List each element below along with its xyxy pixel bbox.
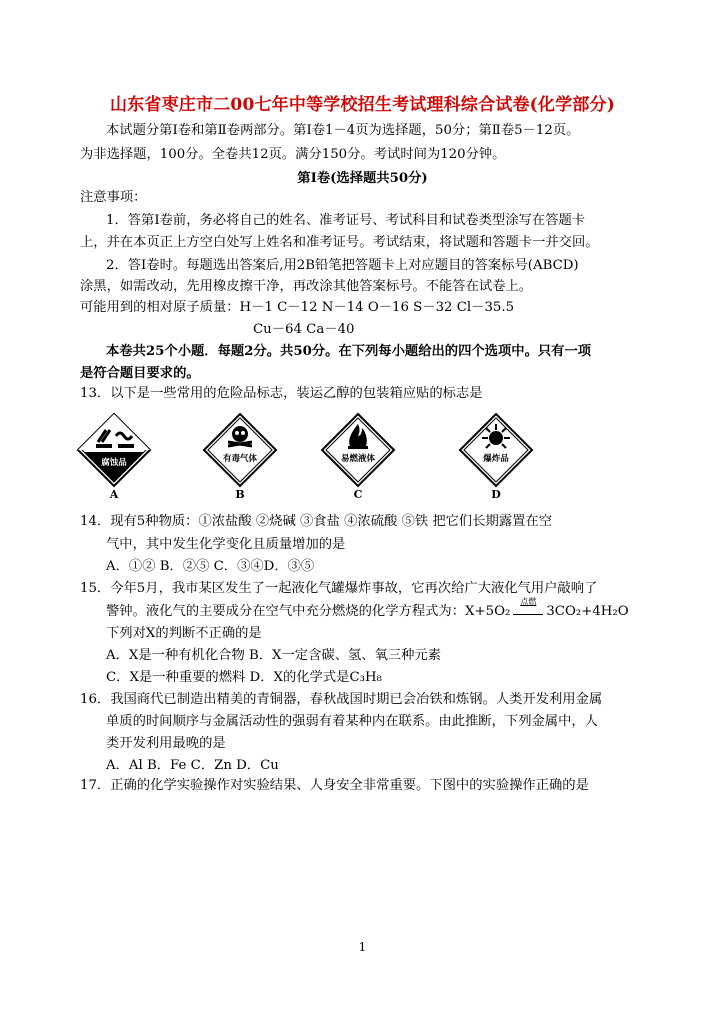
instructions-line-2: 是符合题目要求的。 [80, 366, 200, 381]
question-14-line-2: 气中，其中发生化学变化且质量增加的是 [106, 537, 346, 552]
notice-heading: 注意事项： [80, 190, 147, 205]
sign-b-letter: B [235, 488, 245, 501]
intro-line-1: 本试题分第Ⅰ卷和第Ⅱ卷两部分。第Ⅰ卷1－4页为选择题，50分；第Ⅱ卷5－12页。 [106, 123, 580, 138]
sign-d [458, 412, 534, 502]
reaction-arrow [510, 597, 546, 622]
question-15-line-3: 下列对X的判断不正确的是 [106, 626, 262, 641]
reaction-condition: 点燃 [520, 597, 537, 606]
instructions-line-1: 本卷共25个小题．每题2分。共50分。在下列每小题给出的四个选项中。只有一项 [106, 344, 592, 359]
sign-d-letter: D [491, 488, 501, 501]
section-title: 第Ⅰ卷(选择题共50分) [297, 171, 428, 186]
explosive-sign-icon [458, 412, 534, 488]
question-13: 13．以下是一些常用的危险品标志，装运乙醇的包装箱应贴的标志是 [80, 386, 483, 401]
question-14-line-1: 14．现有5种物质：①浓盐酸 ②烧碱 ③食盐 ④浓硫酸 ⑤铁 把它们长期露置在空 [80, 514, 553, 529]
atomic-masses-line-2: Cu－64 Ca－40 [253, 322, 355, 337]
question-15-line-2 [106, 597, 629, 622]
page-number: 1 [358, 940, 367, 954]
question-16-line-3: 类开发利用最晚的是 [106, 736, 226, 751]
notice-line-1: 1．答第Ⅰ卷前，务必将自己的姓名、准考证号、考试科目和试卷类型涂写在答题卡 [106, 213, 586, 228]
toxic-gas-sign-icon [202, 412, 278, 488]
atomic-masses-line-1: 可能用到的相对原子质量：H－1 C－12 N－14 O－16 S－32 Cl－35.5 [80, 300, 515, 315]
sign-a-letter: A [109, 488, 119, 501]
question-15-text: 警钟。液化气的主要成分在空气中充分燃烧的化学方程式为：X+5O₂ [106, 604, 511, 619]
question-16-line-1: 16．我国商代已制造出精美的青铜器，春秋战国时期已会冶铁和炼钢。人类开发利用金属 [80, 692, 603, 707]
sign-c-letter: C [353, 488, 363, 501]
flammable-liquid-sign-icon [320, 412, 396, 488]
notice-line-2: 上，并在本页正上方空白处写上姓名和准考证号。考试结束，将试题和答题卡一并交回。 [80, 235, 599, 250]
exam-title: 山东省枣庄市二00七年中等学校招生考试理科综合试卷(化学部分) [110, 95, 615, 115]
sign-c [320, 412, 396, 502]
corrosive-sign-icon [76, 412, 152, 488]
sign-c-label: 易燃液体 [340, 454, 375, 464]
sign-b [202, 412, 278, 502]
question-16-line-2: 单质的时间顺序与金属活动性的强弱有着某种内在联系。由此推断，下列金属中，人 [106, 714, 598, 729]
question-15-line-1: 15．今年5月，我市某区发生了一起液化气罐爆炸事故，它再次给广大液化气用户敲响了 [80, 581, 598, 596]
question-14-options: A．①② B．②⑤ C．③④D．③⑤ [106, 559, 315, 574]
hazard-signs [70, 412, 550, 502]
question-15-options-ab: A．X是一种有机化合物 B．X一定含碳、氢、氧三种元素 [106, 648, 442, 663]
question-17: 17．正确的化学实验操作对实验结果、人身安全非常重要。下图中的实验操作正确的是 [80, 778, 589, 793]
notice-line-4: 涂黑，如需改动，先用橡皮擦干净，再改涂其他答案标号。不能答在试卷上。 [80, 279, 533, 294]
question-15-options-cd: C．X是一种重要的燃料 D．X的化学式是C₃H₈ [106, 670, 382, 685]
intro-line-2: 为非选择题，100分。全卷共12页。满分150分。考试时间为120分钟。 [80, 147, 506, 162]
sign-b-label: 有毒气体 [222, 454, 257, 464]
reaction-products: 3CO₂+4H₂O [546, 604, 629, 619]
sign-a-label: 腐蚀品 [101, 458, 127, 468]
notice-line-3: 2．答Ⅰ卷时。每题选出答案后,用2B铅笔把答题卡上对应题目的答案标号(ABCD) [106, 258, 579, 273]
sign-d-label: 爆炸品 [483, 454, 509, 464]
sign-a [76, 412, 152, 502]
question-16-options: A．Al B．Fe C．Zn D．Cu [106, 758, 279, 773]
